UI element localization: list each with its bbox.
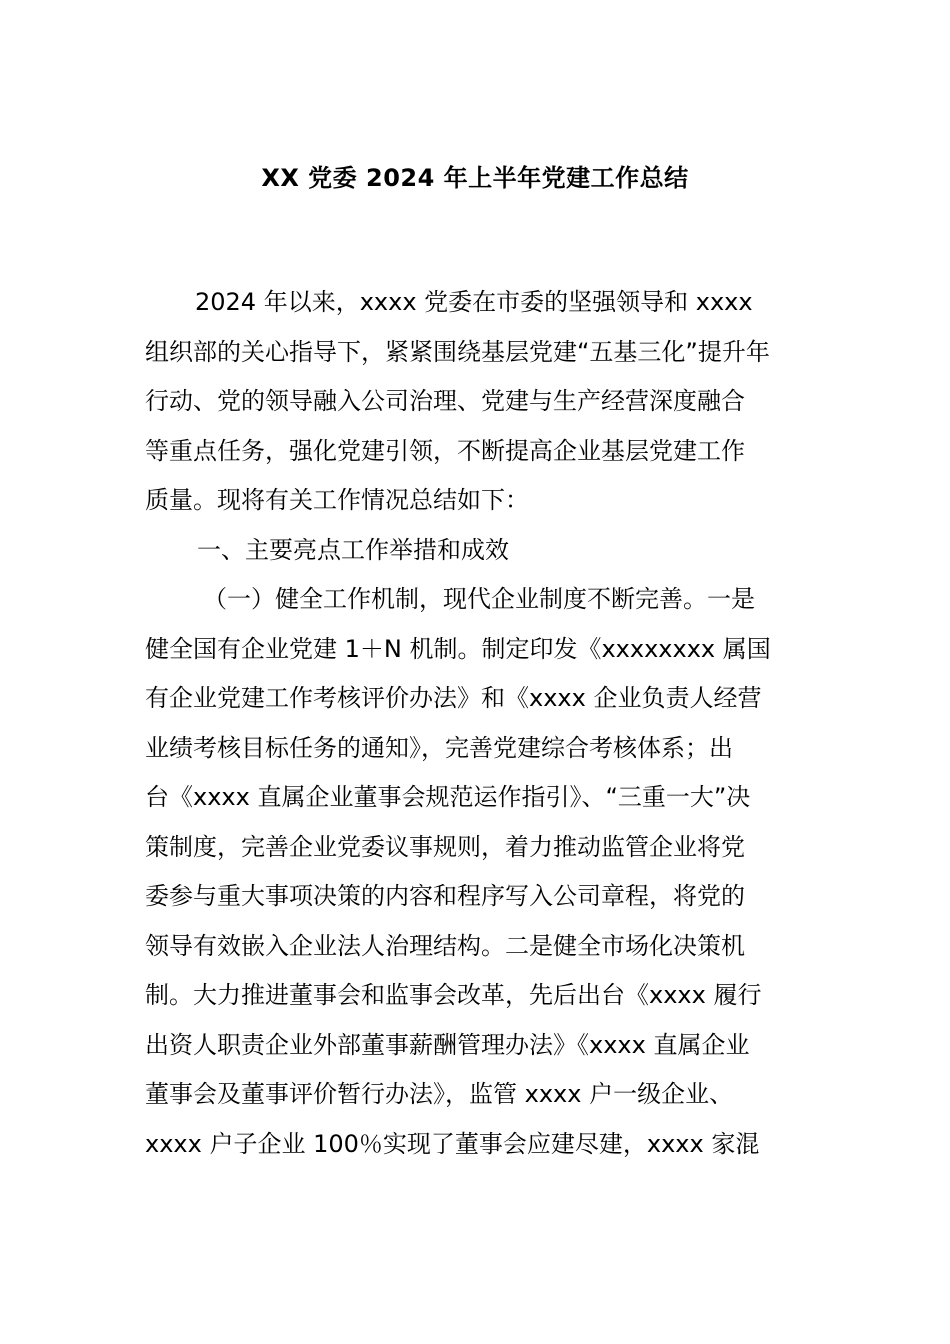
subsection-heading-line: （一）健全工作机制，现代企业制度不断完善。一是 [203, 585, 755, 613]
document-title: XX 党委 2024 年上半年党建工作总结 [261, 164, 689, 192]
paragraph-line: 策制度，完善企业党委议事规则，着力推动监管企业将党 [145, 832, 745, 861]
paragraph-line: 行动、党的领导融入公司治理、党建与生产经营深度融合 [145, 387, 745, 415]
paragraph-line: 董事会及董事评价暂行办法》，监管 xxxx 户一级企业、 [145, 1080, 734, 1108]
paragraph-line: 等重点任务，强化党建引领，不断提高企业基层党建工作 [145, 436, 745, 465]
section-heading: 一、主要亮点工作举措和成效 [197, 535, 509, 564]
paragraph-line: 领导有效嵌入企业法人治理结构。二是健全市场化决策机 [145, 931, 745, 960]
paragraph-line: xxxx 户子企业 100％实现了董事会应建尽建，xxxx 家混 [145, 1129, 760, 1158]
paragraph-line: 有企业党建工作考核评价办法》和《xxxx 企业负责人经营 [145, 684, 762, 712]
paragraph-line: 委参与重大事项决策的内容和程序写入公司章程，将党的 [145, 882, 745, 910]
paragraph-line: 2024 年以来，xxxx 党委在市委的坚强领导和 xxxx [195, 288, 753, 316]
paragraph-line: 健全国有企业党建 1＋N 机制。制定印发《xxxxxxxx 属国 [145, 634, 771, 663]
paragraph-line: 业绩考核目标任务的通知》，完善党建综合考核体系；出 [145, 733, 733, 762]
paragraph-line: 组织部的关心指导下，紧紧围绕基层党建“五基三化”提升年 [145, 337, 770, 366]
document-body [145, 278, 825, 1169]
paragraph-line: 台《xxxx 直属企业董事会规范运作指引》、“三重一大”决 [145, 783, 751, 811]
paragraph-line: 出资人职责企业外部董事薪酬管理办法》《xxxx 直属企业 [145, 1030, 750, 1059]
paragraph-line: 质量。现将有关工作情况总结如下： [145, 486, 529, 514]
paragraph-line: 制。大力推进董事会和监事会改革，先后出台《xxxx 履行 [145, 981, 762, 1009]
